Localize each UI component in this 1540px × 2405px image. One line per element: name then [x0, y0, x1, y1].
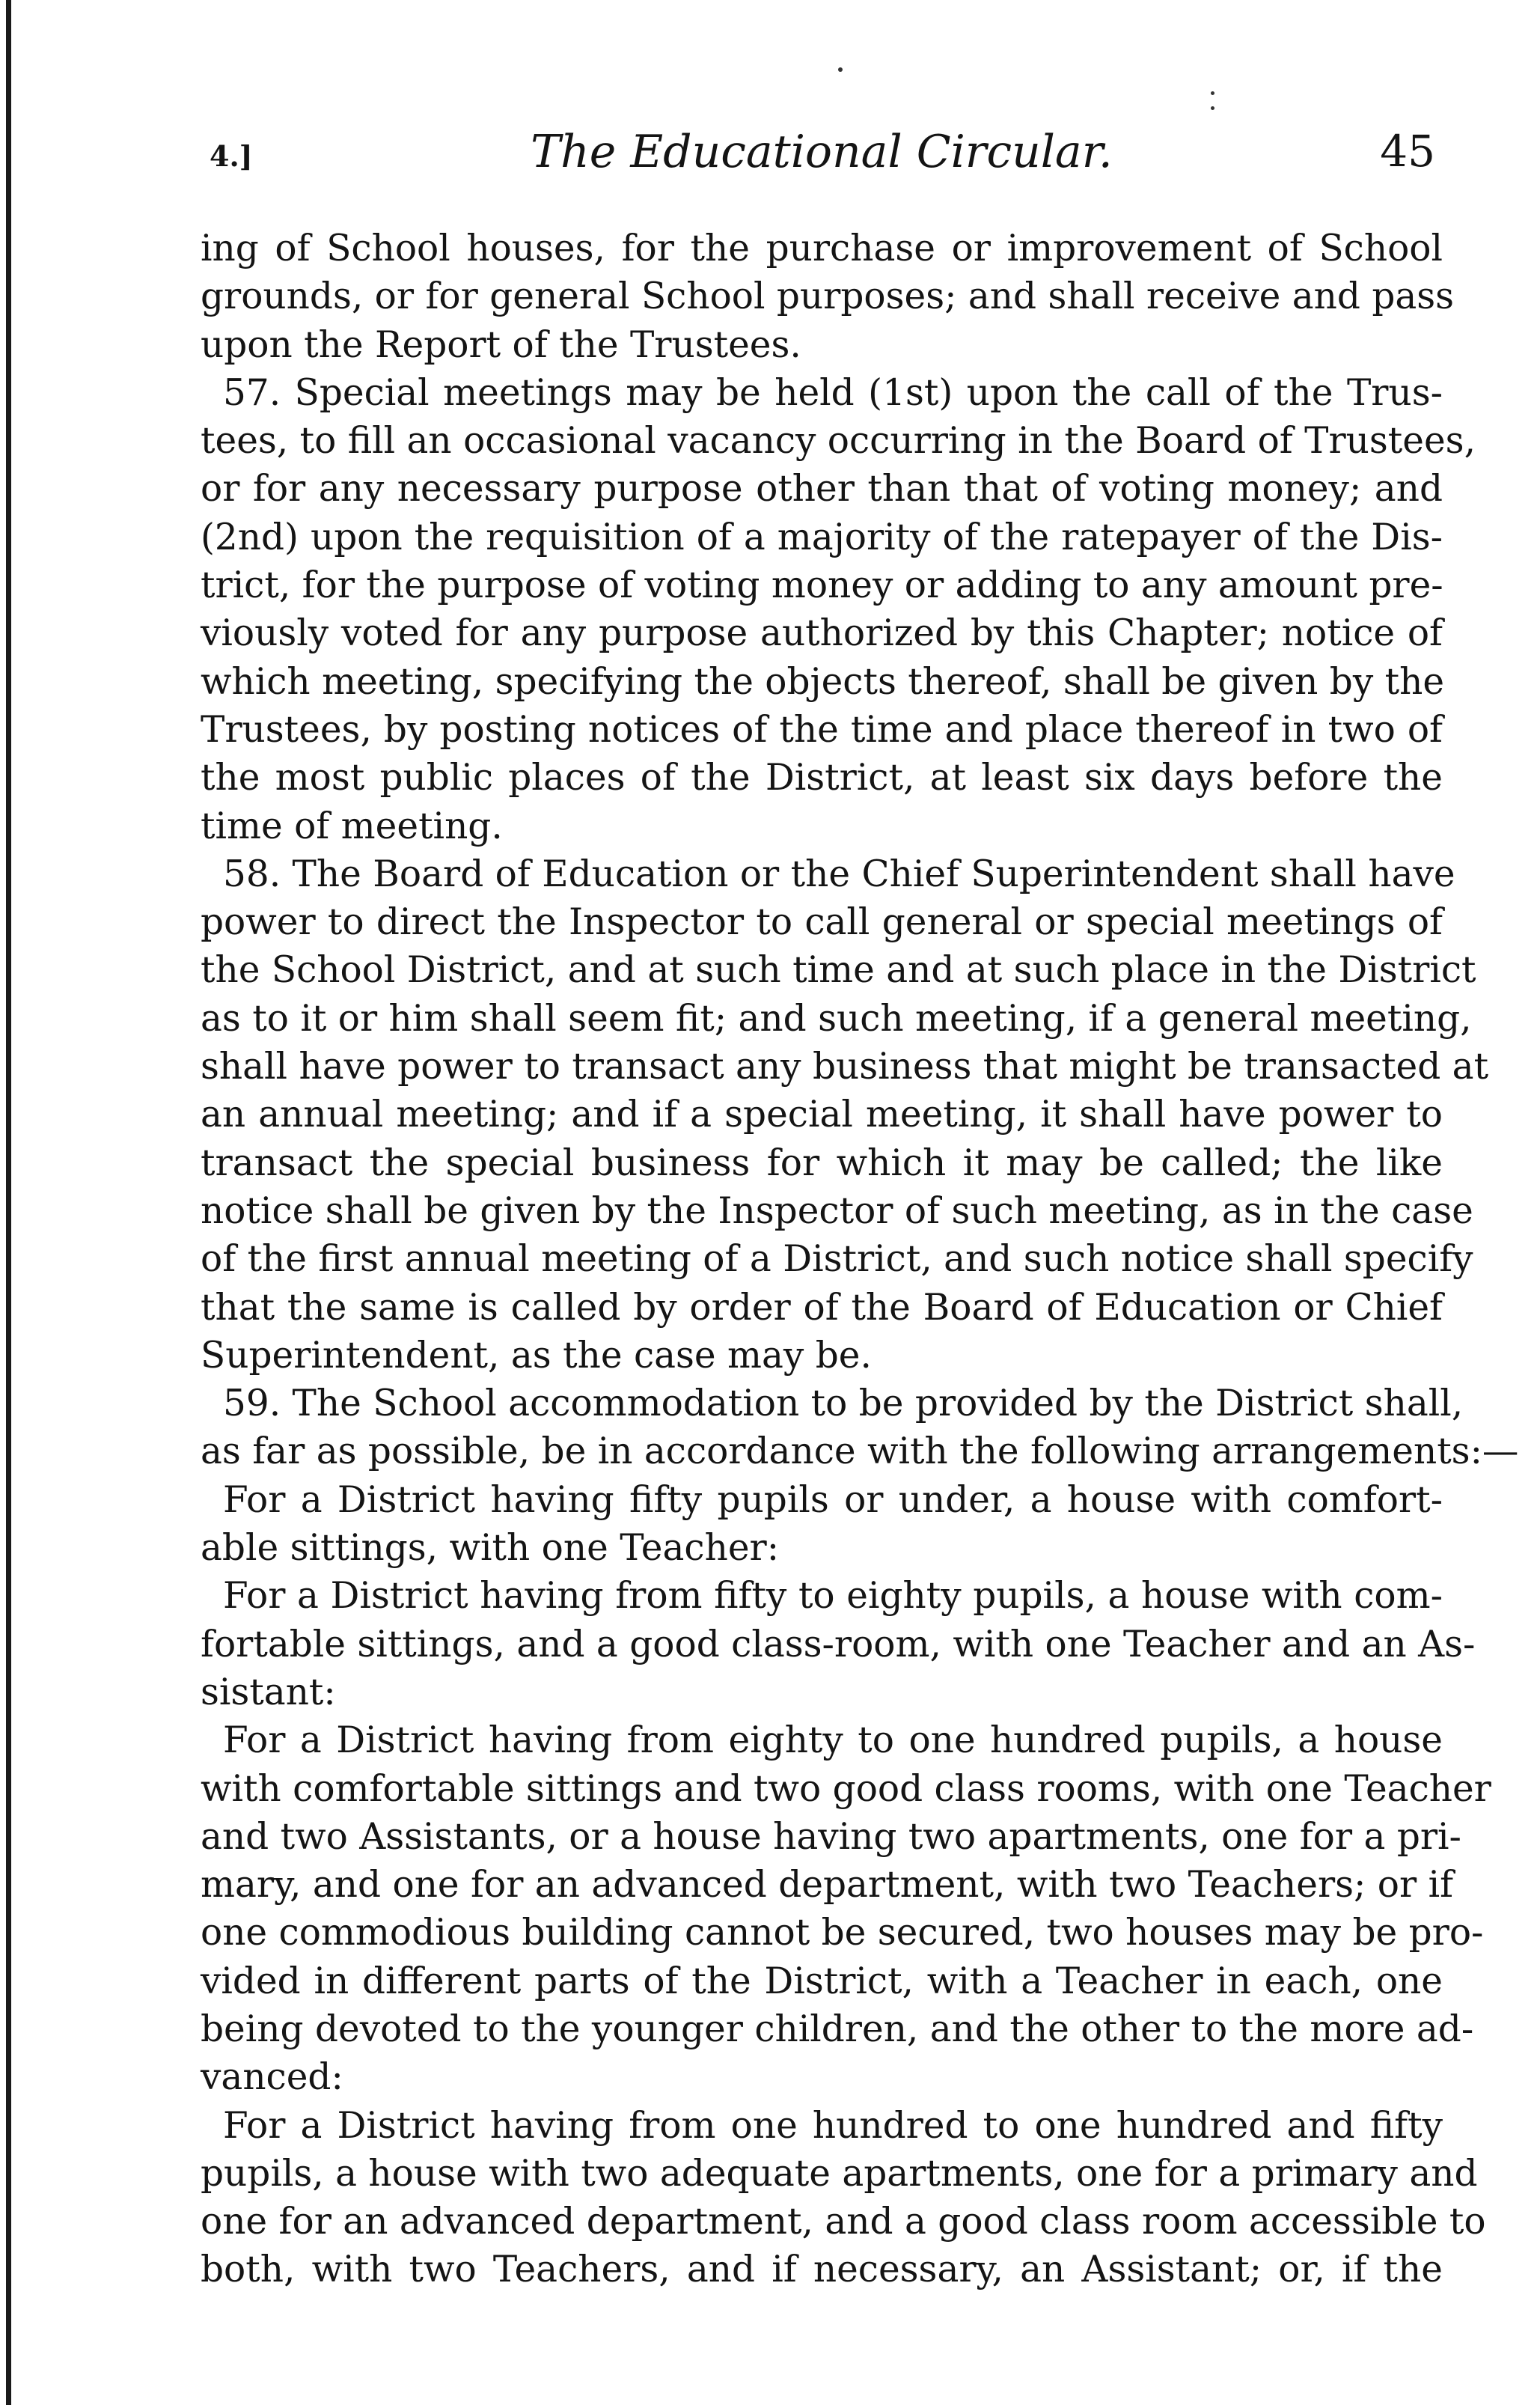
text-line: and two Assistants, or a house having two apartments, one for a pri- [201, 1815, 1461, 1858]
text-line: both, with two Teachers, and if necessary, an Assistant; or, if the [201, 2249, 1443, 2291]
text-line: For a District having fifty pupils or under, a house with comfort- [223, 1478, 1443, 1521]
text-line: power to direct the Inspector to call general or special meetings of [201, 901, 1443, 944]
text-line: able sittings, with one Teacher: [201, 1527, 780, 1570]
text-line: as to it or him shall seem fit; and such meeting, if a general meeting, [201, 997, 1472, 1040]
text-line: (2nd) upon the requisition of a majority of the ratepayer of the Dis- [201, 516, 1443, 558]
text-line: 58. The Board of Education or the Chief Superintendent shall have [223, 853, 1455, 895]
text-line: tees, to fill an occasional vacancy occurring in the Board of Trustees, [201, 420, 1476, 463]
text-line: Superintendent, as the case may be. [201, 1334, 872, 1377]
text-line: time of meeting. [201, 805, 503, 847]
page-body [201, 225, 1519, 2294]
text-line: an annual meeting; and if a special meeting, it shall have power to [201, 1094, 1443, 1136]
scan-edge-line [6, 0, 11, 2405]
text-line: grounds, or for general School purposes; and shall receive and pass [201, 275, 1455, 318]
text-line: as far as possible, be in accordance with the following arrangements:— [201, 1430, 1519, 1473]
text-line: which meeting, specifying the objects thereof, shall be given by the [201, 660, 1445, 703]
text-line: the School District, and at such time and at such place in the District [201, 949, 1476, 992]
text-line: shall have power to transact any business that might be transacted at [201, 1046, 1489, 1088]
text-line: 57. Special meetings may be held (1st) upon the call of the Trus- [223, 371, 1443, 414]
scan-speck [838, 67, 843, 72]
text-line: For a District having from eighty to one hundred pupils, a house [223, 1719, 1443, 1762]
text-line: or for any necessary purpose other than that of voting money; and [201, 468, 1443, 510]
text-line: fortable sittings, and a good class-room, with one Teacher and an As- [201, 1623, 1476, 1665]
scan-speck [1211, 91, 1214, 95]
text-line: viously voted for any purpose authorized by this Chapter; notice of [201, 612, 1443, 655]
text-line: vided in different parts of the District, with a Teacher in each, one [201, 1960, 1443, 2002]
text-line: one commodious building cannot be secured, two houses may be pro- [201, 1912, 1484, 1954]
text-line: Trustees, by posting notices of the time and place thereof in two of [201, 708, 1443, 751]
signature-mark: 4.] [210, 139, 253, 173]
text-line: For a District having from one hundred to one hundred and fifty [223, 2104, 1443, 2147]
text-line: notice shall be given by the Inspector of such meeting, as in the case [201, 1189, 1473, 1232]
text-line: with comfortable sittings and two good class rooms, with one Teacher [201, 1767, 1491, 1810]
text-line: 59. The School accommodation to be provided by the District shall, [223, 1383, 1464, 1425]
text-line: that the same is called by order of the Board of Education or Chief [201, 1286, 1443, 1329]
text-line: upon the Report of the Trustees. [201, 323, 801, 366]
running-header [201, 112, 1443, 180]
text-line: mary, and one for an advanced department, with two Teachers; or if [201, 1864, 1454, 1906]
text-line: transact the special business for which it may be called; the like [201, 1141, 1443, 1184]
text-line: the most public places of the District, at least six days before the [201, 757, 1443, 799]
text-line: pupils, a house with two adequate apartments, one for a primary and [201, 2152, 1478, 2195]
scan-speck [1211, 106, 1214, 110]
journal-title: The Educational Circular. [531, 126, 1113, 178]
text-line: one for an advanced department, and a good class room accessible to [201, 2201, 1486, 2243]
text-line: sistant: [201, 1671, 336, 1713]
text-line: trict, for the purpose of voting money or adding to any amount pre- [201, 564, 1443, 607]
page-number: 45 [1380, 126, 1435, 177]
text-line: vanced: [201, 2056, 343, 2099]
text-line: of the first annual meeting of a District, and such notice shall specify [201, 1238, 1473, 1281]
text-line: For a District having from fifty to eighty pupils, a house with com- [223, 1575, 1443, 1618]
text-line: ing of School houses, for the purchase or improvement of School [201, 228, 1443, 269]
text-line: being devoted to the younger children, and the other to the more ad- [201, 2008, 1474, 2050]
